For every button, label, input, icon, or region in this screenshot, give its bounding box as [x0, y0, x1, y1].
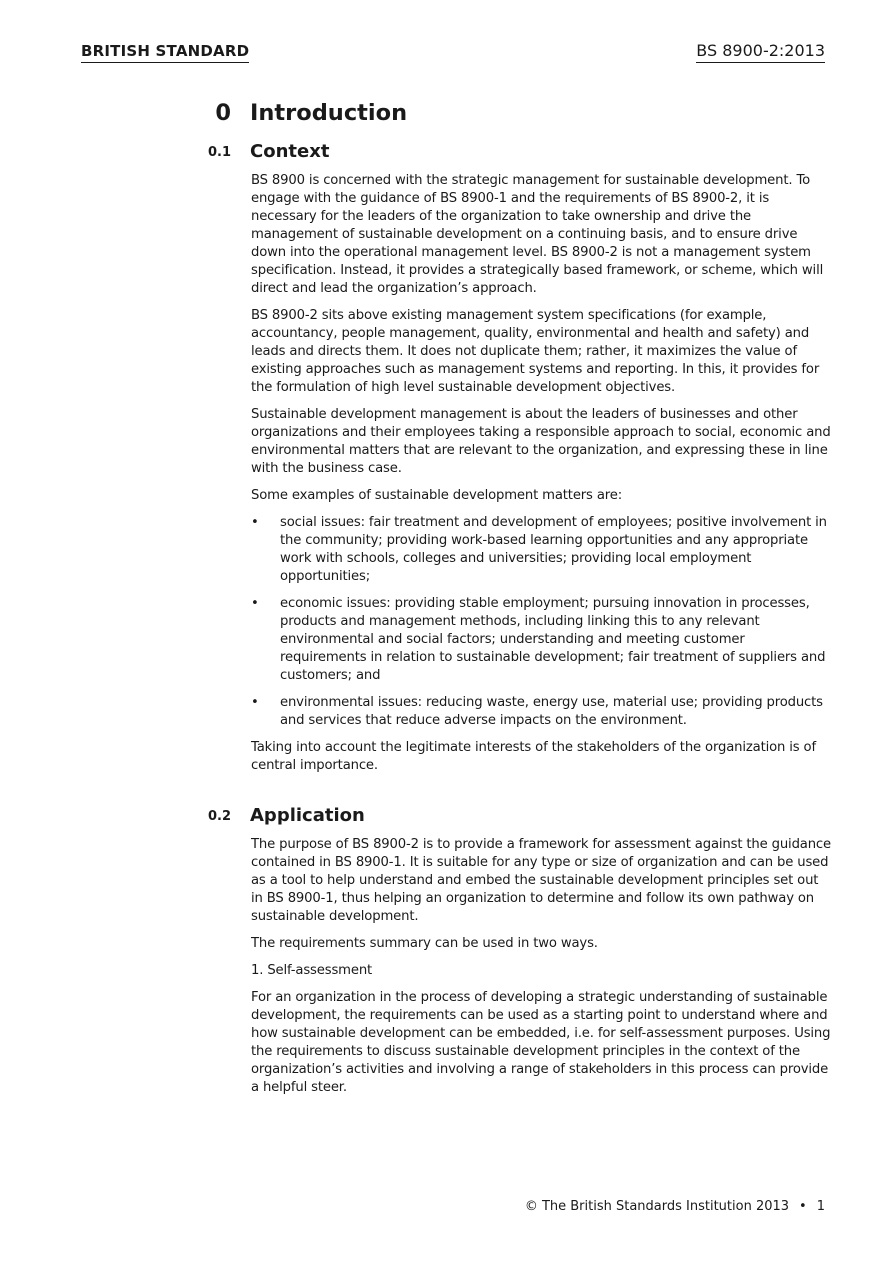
context-paragraph: BS 8900-2 sits above existing management system specifications (for example, accountancy, people management, quality, environmental and health and safety) and leads and directs them. It does not duplicate them; rather, it maximizes the value of existing approaches such as management systems and reporting. In this, it provides for the formulation of high level sustainable development objectives.: [251, 308, 820, 395]
list-item: [251, 595, 831, 685]
section-0-1-number: 0.1: [207, 145, 231, 160]
examples-list: [251, 514, 831, 730]
section-0-2-body: [251, 836, 831, 1106]
introduction-title: Introduction: [250, 100, 408, 126]
page-number: 1: [816, 1199, 825, 1214]
list-item-text: economic issues: providing stable employment; pursuing innovation in processes, products and management methods, including linking this to any relevant environmental and social factors; understanding and meeting customer requirements in relation to sustainable development; fair treatment of suppliers and customers; and: [280, 596, 826, 683]
list-item: [251, 514, 831, 586]
header-document-number: BS 8900-2:2013: [696, 41, 825, 63]
section-0-2-title: Application: [250, 805, 365, 826]
footer-separator: •: [799, 1199, 807, 1214]
bullet-marker: •: [251, 515, 259, 530]
application-paragraph: The purpose of BS 8900-2 is to provide a framework for assessment against the guidance contained in BS 8900-1. It is suitable for any type or size of organization and can be used as a tool to help understand and embed the sustainable development principles set out in BS 8900-1, thus helping an organization to determine and follow its own pathway on sustainable development.: [251, 837, 831, 924]
footer-copyright: © The British Standards Institution 2013: [524, 1199, 790, 1214]
self-assessment-subheading: 1. Self-assessment: [251, 963, 373, 978]
context-paragraph: Some examples of sustainable development matters are:: [251, 488, 622, 503]
context-closing-paragraph: Taking into account the legitimate interests of the stakeholders of the organization is of central importance.: [251, 740, 816, 773]
list-item-text: social issues: fair treatment and development of employees; positive involvement in the community; providing work-based learning opportunities and any appropriate work with schools, colleges and universities; providing local employment opportunities;: [280, 515, 827, 584]
bullet-marker: •: [251, 596, 259, 611]
introduction-heading: [200, 99, 407, 127]
header-standard-label: BRITISH STANDARD: [81, 41, 249, 63]
list-item-text: environmental issues: reducing waste, energy use, material use; providing products and services that reduce adverse impacts on the environment.: [280, 695, 823, 728]
section-0-2-heading: [200, 805, 365, 826]
introduction-number: 0: [215, 100, 231, 126]
application-paragraph: For an organization in the process of developing a strategic understanding of sustainable development, the requirements can be used as a starting point to understand where and how sustainable development can be embedded, i.e. for self-assessment purposes. Using the requirements to discuss sustainable development principles in the context of the organization’s activities and involving a range of stakeholders in this process can provide a helpful steer.: [251, 990, 831, 1095]
bullet-marker: •: [251, 695, 259, 710]
list-item: [251, 694, 831, 730]
context-paragraph: BS 8900 is concerned with the strategic management for sustainable development. To engage with the guidance of BS 8900-1 and the requirements of BS 8900-2, it is necessary for the leaders of the organization to take ownership and drive the management of sustainable development on a continuing basis, and to ensure drive down into the operational management level. BS 8900-2 is not a management system specification. Instead, it provides a strategically based framework, or scheme, which will direct and lead the organization’s approach.: [251, 173, 824, 296]
section-0-1-heading: [200, 141, 329, 162]
section-0-1-body: [251, 172, 831, 784]
section-0-2-number: 0.2: [207, 809, 231, 824]
section-0-1-title: Context: [250, 141, 330, 162]
context-paragraph: Sustainable development management is about the leaders of businesses and other organizations and their employees taking a responsible approach to social, economic and environmental matters that are relevant to the organization, and expressing these in line with the business case.: [251, 407, 831, 476]
application-paragraph: The requirements summary can be used in two ways.: [251, 936, 598, 951]
page-footer: [525, 1198, 825, 1216]
